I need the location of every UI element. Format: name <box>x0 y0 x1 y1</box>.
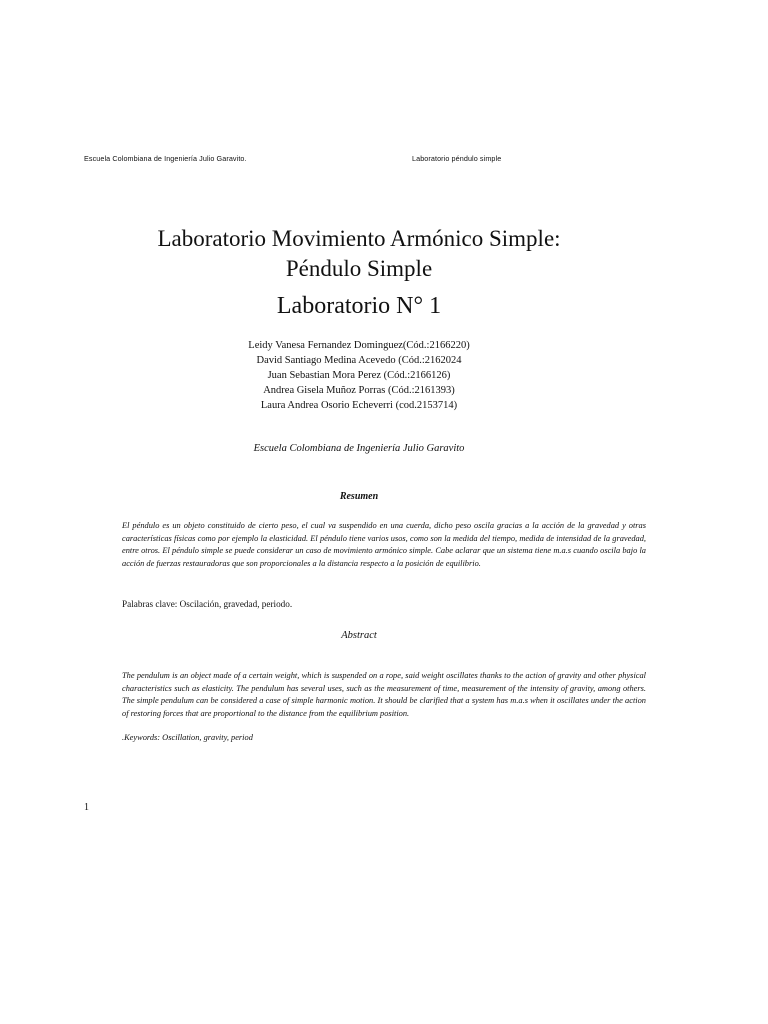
paper-title-line-2: Péndulo Simple <box>285 256 433 281</box>
abstract-body: The pendulum is an object made of a certain weight, which is suspended on a rope, said weight oscillates thanks to the action of gravity and other physical characteristics such as elasticity. The pendulum has several uses, such as the measurement of time, measurement of the intensity of gravity, among others. The simple pendulum can be considered a case of simple harmonic motion. It should be clarified that a system has m.a.s when it oscillates under the action of restoring forces that are proportional to the distance from the equilibrium position. <box>122 671 646 718</box>
spanish-keywords: Palabras clave: Oscilación, gravedad, periodo. <box>122 599 293 609</box>
resumen-heading: Resumen <box>339 491 379 502</box>
author: Andrea Gisela Muñoz Porras (Cód.:2161393) <box>263 385 455 396</box>
paper-title-line-1: Laboratorio Movimiento Armónico Simple: <box>157 226 561 251</box>
running-header <box>84 154 684 166</box>
author-list <box>0 338 718 413</box>
resumen-body: El péndulo es un objeto constituido de cierto peso, el cual va suspendido en una cuerda, dicho peso oscila gracias a la acción de la gravedad y otras características físicas como por ejemplo la elasticidad. El péndulo tiene varios usos, como son la medida del tiempo, medida de intensidad de la gravedad, entre otros. El péndulo simple se puede considerar un caso de movimiento armónico simple. Cabe aclarar que un sistema tiene m.a.s cuando oscila bajo la acción de fuerzas restauradoras que son proporcionales a la distancia respecto a la posición de equilibrio. <box>122 521 646 568</box>
english-keywords: .Keywords: Oscillation, gravity, period <box>122 733 253 742</box>
institution: Escuela Colombiana de Ingeniería Julio Garavito <box>253 443 465 454</box>
author: Leidy Vanesa Fernandez Dominguez(Cód.:2166220) <box>248 340 470 351</box>
lab-number: Laboratorio N° 1 <box>276 293 442 319</box>
author: Juan Sebastian Mora Perez (Cód.:2166126) <box>267 370 451 381</box>
author: Laura Andrea Osorio Echeverri (cod.2153714) <box>260 400 458 411</box>
page-number: 1 <box>84 802 89 813</box>
abstract-heading: Abstract <box>341 630 377 641</box>
header-institution: Escuela Colombiana de Ingeniería Julio Garavito. <box>84 154 247 163</box>
paper-title <box>0 224 718 284</box>
author: David Santiago Medina Acevedo (Cód.:2162024 <box>256 355 462 366</box>
header-document-title: Laboratorio péndulo simple <box>412 154 502 163</box>
